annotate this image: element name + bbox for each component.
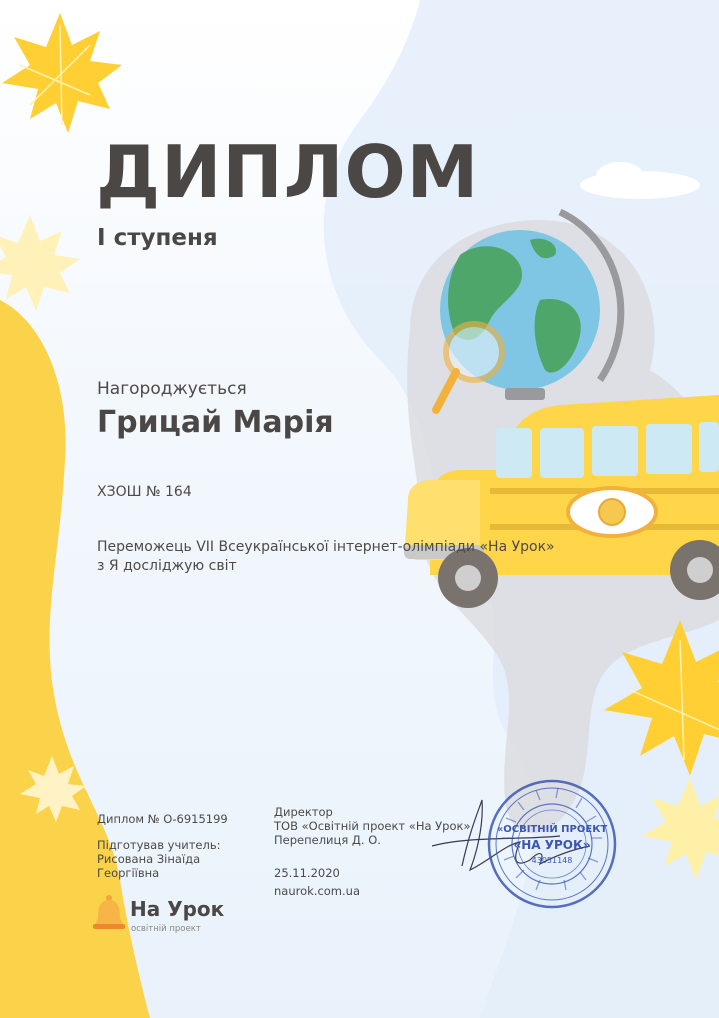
- logo-subtitle: освітній проект: [131, 924, 201, 934]
- maple-leaf-icon: [2, 13, 122, 133]
- achievement-line: з Я досліджую світ: [97, 558, 237, 574]
- awarded-label: Нагороджується: [97, 379, 247, 399]
- director-title: Директор: [274, 805, 333, 819]
- issue-date: 25.11.2020: [274, 866, 340, 880]
- director-name: Перепелиця Д. О.: [274, 833, 381, 847]
- achievement-line: Переможець VII Всеукраїнської інтернет-олімпіади «На Урок»: [97, 539, 555, 555]
- director-block: [274, 805, 494, 847]
- stamp-text: «ОСВІТНІЙ ПРОЕКТ: [496, 824, 608, 835]
- company-name: ТОВ «Освітній проект «На Урок»: [274, 819, 471, 833]
- teacher-name: Рисована Зінаїда: [97, 852, 201, 866]
- achievement-text: [97, 538, 637, 576]
- bell-icon: [92, 894, 126, 934]
- website-link[interactable]: naurok.com.ua: [274, 884, 361, 898]
- prepared-label: Підготував учитель:: [97, 838, 221, 852]
- teacher-block: [97, 838, 267, 880]
- diploma-number: Диплом № О-6915199: [97, 812, 228, 826]
- diploma-title: ДИПЛОМ: [96, 130, 480, 214]
- school-name: ХЗОШ № 164: [97, 484, 192, 500]
- maple-leaf-icon: [0, 215, 80, 311]
- naurok-logo[interactable]: [92, 892, 232, 938]
- logo-name: На Урок: [130, 897, 225, 921]
- teacher-name: Георгіївна: [97, 866, 160, 880]
- recipient-name: Грицай Марія: [97, 405, 334, 440]
- degree-label: І ступеня: [97, 225, 218, 251]
- stamp-code: 43051148: [531, 856, 573, 865]
- stamp-text: «НА УРОК»: [513, 838, 591, 852]
- official-stamp: [486, 778, 618, 910]
